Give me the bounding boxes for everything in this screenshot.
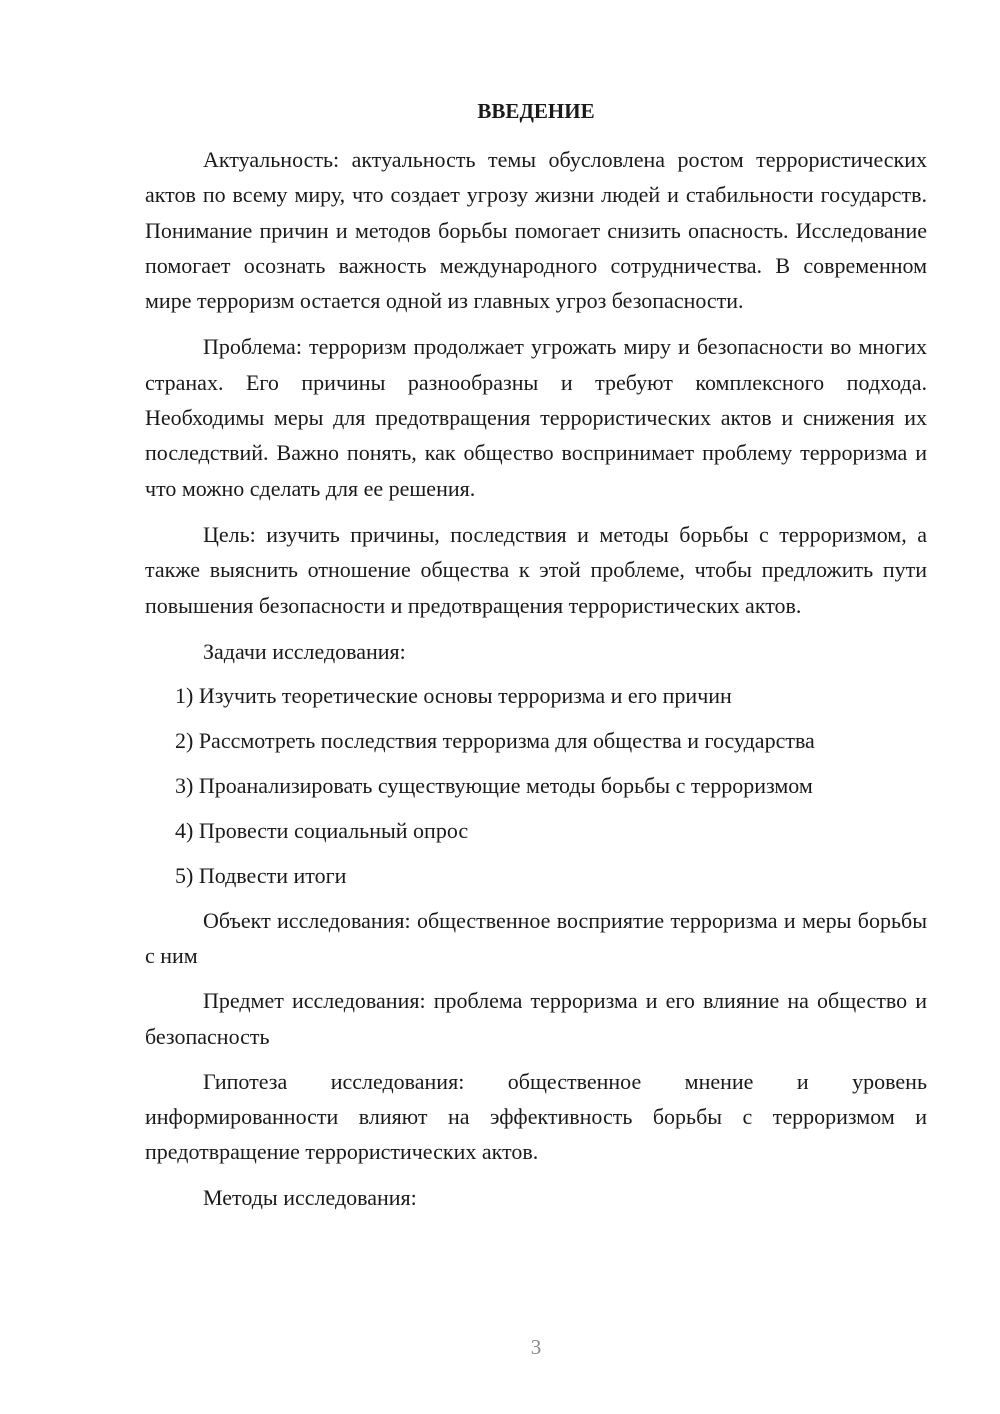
task-item: 3) Проанализировать существующие методы борьбы с терроризмом: [175, 772, 813, 798]
task-item: 5) Подвести итоги: [175, 862, 347, 888]
document-body: [145, 142, 927, 1226]
paragraph-hypothesis: Гипотеза исследования: общественное мнение и уровень информированности влияют на эффективность борьбы с терроризмом и предотвращение террористических актов.: [145, 1068, 927, 1165]
page-number: 3: [530, 1335, 542, 1359]
paragraph-relevance: Актуальность: актуальность темы обусловлена ростом террористических актов по всему миру, что создает угрозу жизни людей и стабильности государств. Понимание причин и методов борьбы помогает снизить опасность. Исследование помогает осознать важность международного сотрудничества. В современном мире терроризм остается одной из главных угроз безопасности.: [145, 147, 927, 314]
paragraph-problem: Проблема: терроризм продолжает угрожать миру и безопасности во многих странах. Его причины разнообразны и требуют комплексного подхода. Необходимы меры для предотвращения террористических актов и снижения их последствий. Важно понять, как общество воспринимает проблему терроризма и что можно сделать для ее решения.: [145, 334, 927, 501]
paragraph-object: Объект исследования: общественное восприятие терроризма и меры борьбы с ним: [145, 907, 927, 968]
tasks-heading: Задачи исследования:: [203, 638, 406, 664]
paragraph-goal: Цель: изучить причины, последствия и методы борьбы с терроризмом, а также выяснить отношение общества к этой проблеме, чтобы предложить пути повышения безопасности и предотвращения террористических актов.: [145, 521, 927, 618]
paragraph-subject: Предмет исследования: проблема терроризма и его влияние на общество и безопасность: [145, 988, 927, 1049]
page-title: ВВЕДЕНИЕ: [477, 99, 595, 123]
paragraph-methods: Методы исследования:: [203, 1184, 417, 1210]
task-item: 2) Рассмотреть последствия терроризма для общества и государства: [175, 728, 815, 754]
task-item: 4) Провести социальный опрос: [175, 817, 469, 843]
tasks-list: [145, 678, 927, 893]
task-item: 1) Изучить теоретические основы терроризма и его причин: [175, 683, 732, 709]
